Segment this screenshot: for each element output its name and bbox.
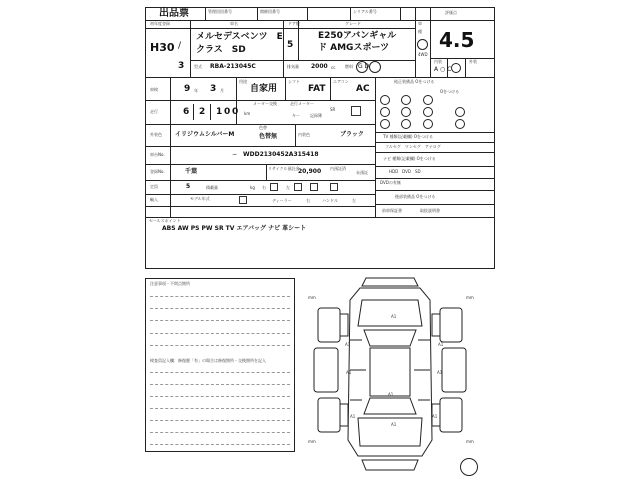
chassis-label: 車台No.	[150, 152, 165, 157]
inspection-label: 車検	[150, 87, 158, 92]
color-value: イリジウムシルバーM	[175, 131, 235, 138]
navi-label: ナビ 種類(記載欄) Oをつける	[383, 156, 436, 161]
car-name-line2: クラス SD	[196, 45, 246, 55]
reg-no-label: 登録No.	[150, 169, 165, 174]
owner-label: 前車保証書	[382, 208, 402, 213]
sales-point-label: セールスポイント	[149, 218, 181, 223]
mileage-digit-3: 1	[216, 107, 223, 117]
handle-label: ハンドル	[322, 198, 338, 203]
mm-label-1: mm	[308, 295, 316, 300]
color-change-label: 色替	[259, 125, 267, 130]
management-no-label: 管理回回番号	[208, 9, 232, 14]
car-name-line1: メルセデスベンツ E	[196, 32, 283, 42]
damage-mark-8: A1	[350, 414, 356, 419]
equip-circle-11	[455, 119, 465, 129]
ac-label: エアコン	[333, 79, 349, 84]
color-label: 外装色	[150, 132, 162, 137]
chassis-dash: −	[232, 151, 238, 158]
damage-mark-5: A1	[437, 370, 443, 375]
mm-label-4: mm	[466, 439, 474, 444]
form-title: 出品票	[159, 8, 189, 19]
check-box-a	[310, 183, 318, 191]
odometer-note: 走行メーター	[290, 101, 314, 106]
interior-label: 内装	[434, 59, 442, 64]
inspection-month: 3	[210, 84, 217, 94]
handle-right-label: 右	[306, 198, 310, 203]
equip-circle-8	[401, 119, 411, 129]
fuel-label: 燃料	[345, 64, 353, 69]
first-reg-era: H30	[150, 41, 175, 54]
dealer-label: ディーラー	[272, 198, 292, 203]
side-strip-circle	[417, 39, 428, 50]
check-box-b	[330, 183, 338, 191]
equipment-row1: Oをつける	[440, 89, 460, 94]
grade-line2: ド AMGスポーツ	[318, 43, 390, 53]
use-label: 用途	[239, 79, 247, 84]
inspection-year-unit: 年	[194, 88, 198, 93]
load-label: 積載量	[206, 185, 218, 190]
model-label: 型式	[194, 64, 202, 69]
side-strip-c: 4WD	[418, 52, 428, 57]
recycle-status-label: 内預託済	[330, 166, 346, 171]
navi-extra: DVDの有無	[380, 180, 401, 185]
inspection-year: 9	[184, 84, 191, 94]
load-unit: kg	[250, 185, 255, 190]
book-label: 取扱説明書	[420, 208, 440, 213]
damage-mark-4: A1	[346, 370, 352, 375]
interior-color-label: 内装色	[298, 132, 310, 137]
mileage-digit-5: 0	[232, 107, 239, 117]
mileage-digit-4: 0	[224, 107, 231, 117]
door-label: ドア数	[288, 21, 300, 26]
tv-label: TV 種類(記載欄) Oをつける	[383, 134, 433, 139]
equip-circle-1	[380, 95, 390, 105]
side-strip-b: 種	[418, 29, 422, 34]
navi-options: HDD DVD SD	[389, 169, 421, 174]
equip-circle-3	[423, 95, 433, 105]
right-check	[270, 183, 278, 191]
first-reg-label: 初年度登録	[150, 21, 170, 26]
fuel-check-circle	[369, 61, 381, 73]
door-count: 5	[287, 40, 294, 50]
recycle-label: リサイクル預託金	[268, 166, 300, 171]
import-label: 輸入	[150, 197, 158, 202]
equip-circle-4	[380, 107, 390, 117]
mm-label-2: mm	[466, 295, 474, 300]
inspection-month-unit: 月	[220, 88, 224, 93]
session-no-label: 開催回番号	[260, 9, 280, 14]
capacity-value: 5	[186, 183, 191, 190]
serial-no-label: シリアル番号	[353, 9, 377, 14]
car-damage-diagram	[300, 270, 480, 480]
ac-value: AC	[356, 84, 370, 94]
shift-value: FAT	[308, 84, 326, 94]
chassis-value: WDD2130452A315418	[243, 151, 319, 158]
damage-mark-9: A1	[432, 414, 438, 419]
mileage-label: 走行	[150, 109, 158, 114]
cc-unit: cc	[331, 65, 336, 70]
fuel-options: G D	[358, 63, 370, 70]
backcam-label: 後部装備品 Oをつける	[395, 194, 436, 199]
score-label: 評価点	[445, 10, 457, 15]
stamp-circle	[460, 458, 478, 476]
left-check	[294, 183, 302, 191]
mileage-digit-1: 6	[183, 107, 190, 117]
mileage-note: メーター交換	[253, 101, 277, 106]
damage-mark-2: A1	[345, 342, 351, 347]
first-reg-month: 3	[178, 61, 185, 71]
mileage-digit-2: 2	[199, 107, 206, 117]
color-change-value: 色替無	[259, 133, 278, 140]
recycle-status-value: 未預託	[356, 170, 368, 175]
damage-mark-3: A1	[438, 342, 444, 347]
equip-circle-5	[401, 107, 411, 117]
damage-mark-1: A1	[391, 314, 397, 319]
use-value: 自家用	[250, 84, 278, 94]
record-label: 記録簿	[310, 113, 322, 118]
interior-circle	[451, 63, 461, 73]
fuel-circle	[356, 61, 368, 73]
mileage-check-box	[351, 106, 361, 116]
model-value: RBA-213045C	[210, 63, 256, 70]
notes-label: 注意事項・不問点箇所	[150, 281, 190, 286]
interior-options: A ○ C	[434, 66, 452, 73]
tv-options: フルセグ ワンセグ アナログ	[385, 144, 441, 149]
exterior-label: 外装	[469, 59, 477, 64]
interior-color-value: ブラック	[340, 131, 364, 138]
right-label: 右	[262, 185, 266, 190]
equipment-header: 純正装備品 Oをつける	[394, 79, 435, 84]
displacement-value: 2000	[311, 63, 328, 70]
recycle-value: 20,900	[298, 168, 322, 175]
side-strip-a: 車	[418, 21, 422, 26]
notes-frame	[145, 278, 295, 452]
reg-no-value: 千葉	[185, 168, 198, 175]
handle-left-label: 左	[352, 198, 356, 203]
sales-point-text: ABS AW PS PW SR TV エアバッグ ナビ 革シート	[162, 225, 307, 232]
model-year-label: モデル年式	[190, 196, 210, 201]
sr-label: SR	[330, 107, 336, 112]
equip-circle-9	[423, 119, 433, 129]
first-reg-slash: /	[178, 41, 182, 51]
engine-label: 排気量	[287, 64, 299, 69]
equip-circle-2	[401, 95, 411, 105]
score-value: 4.5	[439, 28, 475, 52]
mm-label-3: mm	[308, 439, 316, 444]
shift-label: シフト	[288, 79, 300, 84]
car-name-label: 車名	[230, 21, 238, 26]
damage-mark-6: A1	[388, 392, 394, 397]
equip-circle-7	[380, 119, 390, 129]
left-label: 左	[286, 185, 290, 190]
key-label: キー	[292, 113, 300, 118]
grade-label: グレード	[345, 21, 361, 26]
equip-circle-10	[455, 107, 465, 117]
import-check	[239, 196, 247, 204]
capacity-label: 定員	[150, 184, 158, 189]
inspector-label: 検査員記入欄：修復歴「有」の場合は修復箇所・交換箇所を記入	[150, 358, 266, 363]
grade-line1: E250アバンギャル	[318, 31, 397, 41]
mileage-unit: km	[244, 111, 251, 116]
equip-circle-6	[423, 107, 433, 117]
damage-mark-7: A1	[391, 422, 397, 427]
